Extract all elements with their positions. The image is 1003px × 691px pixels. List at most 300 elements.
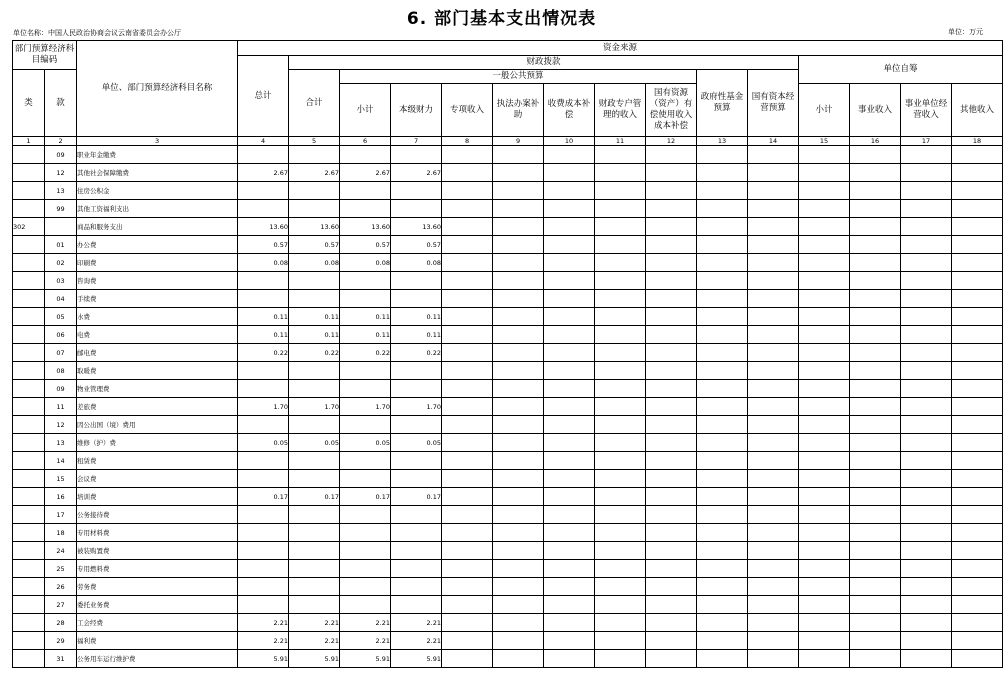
row-benji — [391, 596, 442, 614]
empty-cell — [952, 200, 1003, 218]
empty-cell — [646, 524, 697, 542]
empty-cell — [442, 290, 493, 308]
empty-cell — [748, 596, 799, 614]
empty-cell — [493, 344, 544, 362]
row-total — [238, 452, 289, 470]
row-heji: 5.91 — [289, 650, 340, 668]
empty-cell — [442, 434, 493, 452]
row-heji — [289, 506, 340, 524]
empty-cell — [901, 362, 952, 380]
empty-cell — [748, 254, 799, 272]
row-total — [238, 578, 289, 596]
row-kuan: 25 — [45, 560, 77, 578]
unit-label: 单位：万元 — [948, 28, 983, 36]
empty-cell — [952, 434, 1003, 452]
row-kuan: 13 — [45, 434, 77, 452]
empty-cell — [544, 326, 595, 344]
empty-cell — [748, 146, 799, 164]
table-row — [13, 272, 1003, 290]
empty-cell — [595, 416, 646, 434]
empty-cell — [850, 146, 901, 164]
row-lei — [13, 326, 45, 344]
row-xiaoji — [340, 200, 391, 218]
empty-cell — [952, 542, 1003, 560]
row-lei — [13, 506, 45, 524]
empty-cell — [442, 632, 493, 650]
empty-cell — [595, 326, 646, 344]
table-row — [13, 452, 1003, 470]
row-lei — [13, 272, 45, 290]
empty-cell — [442, 344, 493, 362]
row-lei — [13, 254, 45, 272]
empty-cell — [595, 380, 646, 398]
table-row — [13, 290, 1003, 308]
empty-cell — [799, 380, 850, 398]
empty-cell — [901, 164, 952, 182]
header-code-group: 部门预算经济科目编码 — [13, 41, 77, 70]
row-kuan: 07 — [45, 344, 77, 362]
empty-cell — [952, 272, 1003, 290]
empty-cell — [901, 578, 952, 596]
row-lei — [13, 200, 45, 218]
empty-cell — [544, 272, 595, 290]
row-heji: 0.05 — [289, 434, 340, 452]
empty-cell — [493, 560, 544, 578]
empty-cell — [646, 218, 697, 236]
row-benji: 0.11 — [391, 326, 442, 344]
row-lei — [13, 344, 45, 362]
column-number: 13 — [697, 137, 748, 146]
empty-cell — [901, 308, 952, 326]
empty-cell — [442, 470, 493, 488]
row-kuan: 31 — [45, 650, 77, 668]
empty-cell — [646, 254, 697, 272]
header-shoufei: 收费成本补偿 — [544, 84, 595, 137]
row-xiaoji: 0.05 — [340, 434, 391, 452]
row-kuan: 29 — [45, 632, 77, 650]
empty-cell — [952, 506, 1003, 524]
row-benji — [391, 560, 442, 578]
empty-cell — [442, 380, 493, 398]
empty-cell — [442, 236, 493, 254]
empty-cell — [442, 488, 493, 506]
row-lei — [13, 542, 45, 560]
empty-cell — [646, 362, 697, 380]
empty-cell — [442, 218, 493, 236]
row-benji — [391, 452, 442, 470]
empty-cell — [493, 470, 544, 488]
empty-cell — [850, 614, 901, 632]
empty-cell — [748, 578, 799, 596]
empty-cell — [544, 452, 595, 470]
row-kuan: 14 — [45, 452, 77, 470]
row-total — [238, 416, 289, 434]
empty-cell — [901, 596, 952, 614]
empty-cell — [646, 398, 697, 416]
row-total: 0.05 — [238, 434, 289, 452]
empty-cell — [952, 236, 1003, 254]
empty-cell — [697, 452, 748, 470]
row-benji — [391, 146, 442, 164]
row-name: 职业年金缴费 — [77, 146, 238, 164]
row-total — [238, 146, 289, 164]
empty-cell — [595, 254, 646, 272]
row-lei — [13, 290, 45, 308]
row-heji: 1.70 — [289, 398, 340, 416]
row-benji: 13.60 — [391, 218, 442, 236]
header-item-name: 单位、部门预算经济科目名称 — [77, 41, 238, 137]
row-name: 专用材料费 — [77, 524, 238, 542]
row-xiaoji — [340, 452, 391, 470]
row-kuan — [45, 218, 77, 236]
empty-cell — [493, 272, 544, 290]
empty-cell — [952, 596, 1003, 614]
empty-cell — [442, 524, 493, 542]
column-number: 14 — [748, 137, 799, 146]
row-total — [238, 362, 289, 380]
row-lei — [13, 488, 45, 506]
header-qita: 其他收入 — [952, 84, 1003, 137]
empty-cell — [697, 182, 748, 200]
header-zhengfu-jijin: 政府性基金预算 — [697, 70, 748, 137]
empty-cell — [901, 380, 952, 398]
empty-cell — [697, 362, 748, 380]
row-total: 1.70 — [238, 398, 289, 416]
row-benji — [391, 182, 442, 200]
row-benji — [391, 542, 442, 560]
empty-cell — [595, 182, 646, 200]
row-name: 维修（护）费 — [77, 434, 238, 452]
column-number: 2 — [45, 137, 77, 146]
row-xiaoji: 2.21 — [340, 632, 391, 650]
row-total — [238, 272, 289, 290]
empty-cell — [748, 326, 799, 344]
row-kuan: 28 — [45, 614, 77, 632]
empty-cell — [646, 632, 697, 650]
row-heji: 0.11 — [289, 308, 340, 326]
column-number: 7 — [391, 137, 442, 146]
empty-cell — [901, 542, 952, 560]
row-lei — [13, 470, 45, 488]
empty-cell — [697, 650, 748, 668]
empty-cell — [646, 614, 697, 632]
empty-cell — [850, 560, 901, 578]
empty-cell — [442, 614, 493, 632]
row-lei — [13, 578, 45, 596]
empty-cell — [697, 380, 748, 398]
empty-cell — [952, 362, 1003, 380]
column-number-row — [13, 137, 1003, 146]
empty-cell — [850, 452, 901, 470]
empty-cell — [493, 434, 544, 452]
empty-cell — [952, 560, 1003, 578]
row-total — [238, 542, 289, 560]
empty-cell — [901, 398, 952, 416]
empty-cell — [952, 344, 1003, 362]
empty-cell — [697, 524, 748, 542]
row-total — [238, 182, 289, 200]
column-number: 18 — [952, 137, 1003, 146]
row-benji: 1.70 — [391, 398, 442, 416]
empty-cell — [748, 560, 799, 578]
empty-cell — [799, 164, 850, 182]
row-total: 2.21 — [238, 632, 289, 650]
row-name: 物业管理费 — [77, 380, 238, 398]
row-heji — [289, 182, 340, 200]
empty-cell — [901, 524, 952, 542]
row-benji: 2.21 — [391, 614, 442, 632]
header-shiye-jingying: 事业单位经营收入 — [901, 84, 952, 137]
empty-cell — [493, 362, 544, 380]
empty-cell — [697, 488, 748, 506]
row-heji: 2.21 — [289, 632, 340, 650]
empty-cell — [544, 614, 595, 632]
header-kuan: 款 — [45, 70, 77, 137]
empty-cell — [850, 272, 901, 290]
row-name: 电费 — [77, 326, 238, 344]
empty-cell — [850, 596, 901, 614]
row-lei — [13, 650, 45, 668]
row-heji — [289, 362, 340, 380]
header-guoyou-zichan: 国有资源（资产）有偿使用收入成本补偿 — [646, 84, 697, 137]
empty-cell — [493, 290, 544, 308]
empty-cell — [952, 632, 1003, 650]
empty-cell — [544, 470, 595, 488]
empty-cell — [850, 308, 901, 326]
table-row — [13, 650, 1003, 668]
row-total: 13.60 — [238, 218, 289, 236]
row-xiaoji — [340, 578, 391, 596]
empty-cell — [799, 452, 850, 470]
row-name: 其他社会保障缴费 — [77, 164, 238, 182]
row-xiaoji: 5.91 — [340, 650, 391, 668]
empty-cell — [850, 542, 901, 560]
empty-cell — [952, 182, 1003, 200]
column-number: 11 — [595, 137, 646, 146]
empty-cell — [901, 200, 952, 218]
row-heji: 0.08 — [289, 254, 340, 272]
budget-table — [12, 40, 1003, 668]
row-name: 差旅费 — [77, 398, 238, 416]
row-benji: 0.22 — [391, 344, 442, 362]
empty-cell — [850, 200, 901, 218]
empty-cell — [748, 344, 799, 362]
row-heji — [289, 200, 340, 218]
empty-cell — [595, 560, 646, 578]
empty-cell — [697, 218, 748, 236]
empty-cell — [544, 254, 595, 272]
row-kuan: 01 — [45, 236, 77, 254]
empty-cell — [595, 650, 646, 668]
empty-cell — [952, 452, 1003, 470]
empty-cell — [646, 308, 697, 326]
column-number: 3 — [77, 137, 238, 146]
table-row — [13, 218, 1003, 236]
empty-cell — [952, 650, 1003, 668]
row-lei — [13, 236, 45, 254]
empty-cell — [799, 632, 850, 650]
row-lei — [13, 380, 45, 398]
row-xiaoji — [340, 524, 391, 542]
empty-cell — [544, 380, 595, 398]
header-general-budget: 一般公共预算 — [340, 70, 697, 84]
row-benji: 0.05 — [391, 434, 442, 452]
empty-cell — [646, 182, 697, 200]
empty-cell — [901, 488, 952, 506]
empty-cell — [952, 488, 1003, 506]
empty-cell — [442, 596, 493, 614]
row-benji: 0.11 — [391, 308, 442, 326]
empty-cell — [646, 434, 697, 452]
empty-cell — [544, 650, 595, 668]
empty-cell — [952, 578, 1003, 596]
row-lei — [13, 614, 45, 632]
empty-cell — [748, 506, 799, 524]
empty-cell — [544, 182, 595, 200]
row-xiaoji — [340, 290, 391, 308]
header-fiscal: 财政拨款 — [289, 56, 799, 70]
empty-cell — [493, 308, 544, 326]
row-xiaoji: 0.17 — [340, 488, 391, 506]
row-name: 水费 — [77, 308, 238, 326]
column-number: 8 — [442, 137, 493, 146]
empty-cell — [544, 200, 595, 218]
empty-cell — [442, 164, 493, 182]
empty-cell — [952, 164, 1003, 182]
empty-cell — [901, 560, 952, 578]
header-zhifa: 执法办案补助 — [493, 84, 544, 137]
table-row — [13, 542, 1003, 560]
row-kuan: 12 — [45, 416, 77, 434]
empty-cell — [850, 398, 901, 416]
page-title: 6. 部门基本支出情况表 — [406, 9, 597, 29]
empty-cell — [646, 452, 697, 470]
row-lei — [13, 362, 45, 380]
row-name: 咨询费 — [77, 272, 238, 290]
row-kuan: 16 — [45, 488, 77, 506]
row-xiaoji: 2.21 — [340, 614, 391, 632]
empty-cell — [748, 632, 799, 650]
empty-cell — [595, 524, 646, 542]
empty-cell — [748, 236, 799, 254]
empty-cell — [595, 452, 646, 470]
empty-cell — [544, 398, 595, 416]
table-row — [13, 578, 1003, 596]
empty-cell — [595, 488, 646, 506]
row-benji — [391, 290, 442, 308]
table-row — [13, 344, 1003, 362]
table-row — [13, 560, 1003, 578]
empty-cell — [646, 488, 697, 506]
empty-cell — [697, 614, 748, 632]
row-xiaoji: 0.57 — [340, 236, 391, 254]
row-total: 0.11 — [238, 308, 289, 326]
row-lei — [13, 308, 45, 326]
empty-cell — [697, 632, 748, 650]
empty-cell — [901, 344, 952, 362]
empty-cell — [901, 452, 952, 470]
table-row — [13, 524, 1003, 542]
empty-cell — [697, 236, 748, 254]
empty-cell — [748, 452, 799, 470]
row-heji — [289, 380, 340, 398]
empty-cell — [544, 488, 595, 506]
row-lei — [13, 452, 45, 470]
row-benji: 0.17 — [391, 488, 442, 506]
empty-cell — [544, 506, 595, 524]
row-heji — [289, 416, 340, 434]
empty-cell — [493, 632, 544, 650]
header-benji: 本级财力 — [391, 84, 442, 137]
empty-cell — [646, 236, 697, 254]
empty-cell — [595, 146, 646, 164]
empty-cell — [748, 542, 799, 560]
row-name: 福利费 — [77, 632, 238, 650]
empty-cell — [799, 326, 850, 344]
empty-cell — [442, 506, 493, 524]
header-guoyou-ziben: 国有资本经营预算 — [748, 70, 799, 137]
row-heji — [289, 470, 340, 488]
empty-cell — [748, 416, 799, 434]
row-lei — [13, 560, 45, 578]
empty-cell — [697, 308, 748, 326]
empty-cell — [493, 578, 544, 596]
row-name: 工会经费 — [77, 614, 238, 632]
row-xiaoji: 13.60 — [340, 218, 391, 236]
empty-cell — [748, 272, 799, 290]
empty-cell — [493, 524, 544, 542]
row-lei — [13, 416, 45, 434]
row-name: 委托业务费 — [77, 596, 238, 614]
row-kuan: 26 — [45, 578, 77, 596]
empty-cell — [901, 236, 952, 254]
empty-cell — [544, 218, 595, 236]
row-kuan: 05 — [45, 308, 77, 326]
empty-cell — [595, 218, 646, 236]
empty-cell — [850, 434, 901, 452]
row-xiaoji — [340, 416, 391, 434]
header-caizheng-zhuanhu: 财政专户管理的收入 — [595, 84, 646, 137]
empty-cell — [544, 524, 595, 542]
empty-cell — [748, 218, 799, 236]
empty-cell — [850, 290, 901, 308]
empty-cell — [646, 272, 697, 290]
row-name: 会议费 — [77, 470, 238, 488]
empty-cell — [901, 272, 952, 290]
empty-cell — [595, 272, 646, 290]
empty-cell — [595, 344, 646, 362]
empty-cell — [748, 290, 799, 308]
empty-cell — [952, 614, 1003, 632]
row-kuan: 09 — [45, 380, 77, 398]
row-kuan: 11 — [45, 398, 77, 416]
row-total: 2.21 — [238, 614, 289, 632]
empty-cell — [697, 560, 748, 578]
empty-cell — [493, 182, 544, 200]
empty-cell — [544, 146, 595, 164]
empty-cell — [748, 434, 799, 452]
table-row — [13, 200, 1003, 218]
row-name: 商品和服务支出 — [77, 218, 238, 236]
empty-cell — [646, 416, 697, 434]
empty-cell — [697, 200, 748, 218]
empty-cell — [799, 542, 850, 560]
empty-cell — [697, 344, 748, 362]
empty-cell — [697, 272, 748, 290]
empty-cell — [646, 146, 697, 164]
row-heji — [289, 272, 340, 290]
empty-cell — [595, 164, 646, 182]
